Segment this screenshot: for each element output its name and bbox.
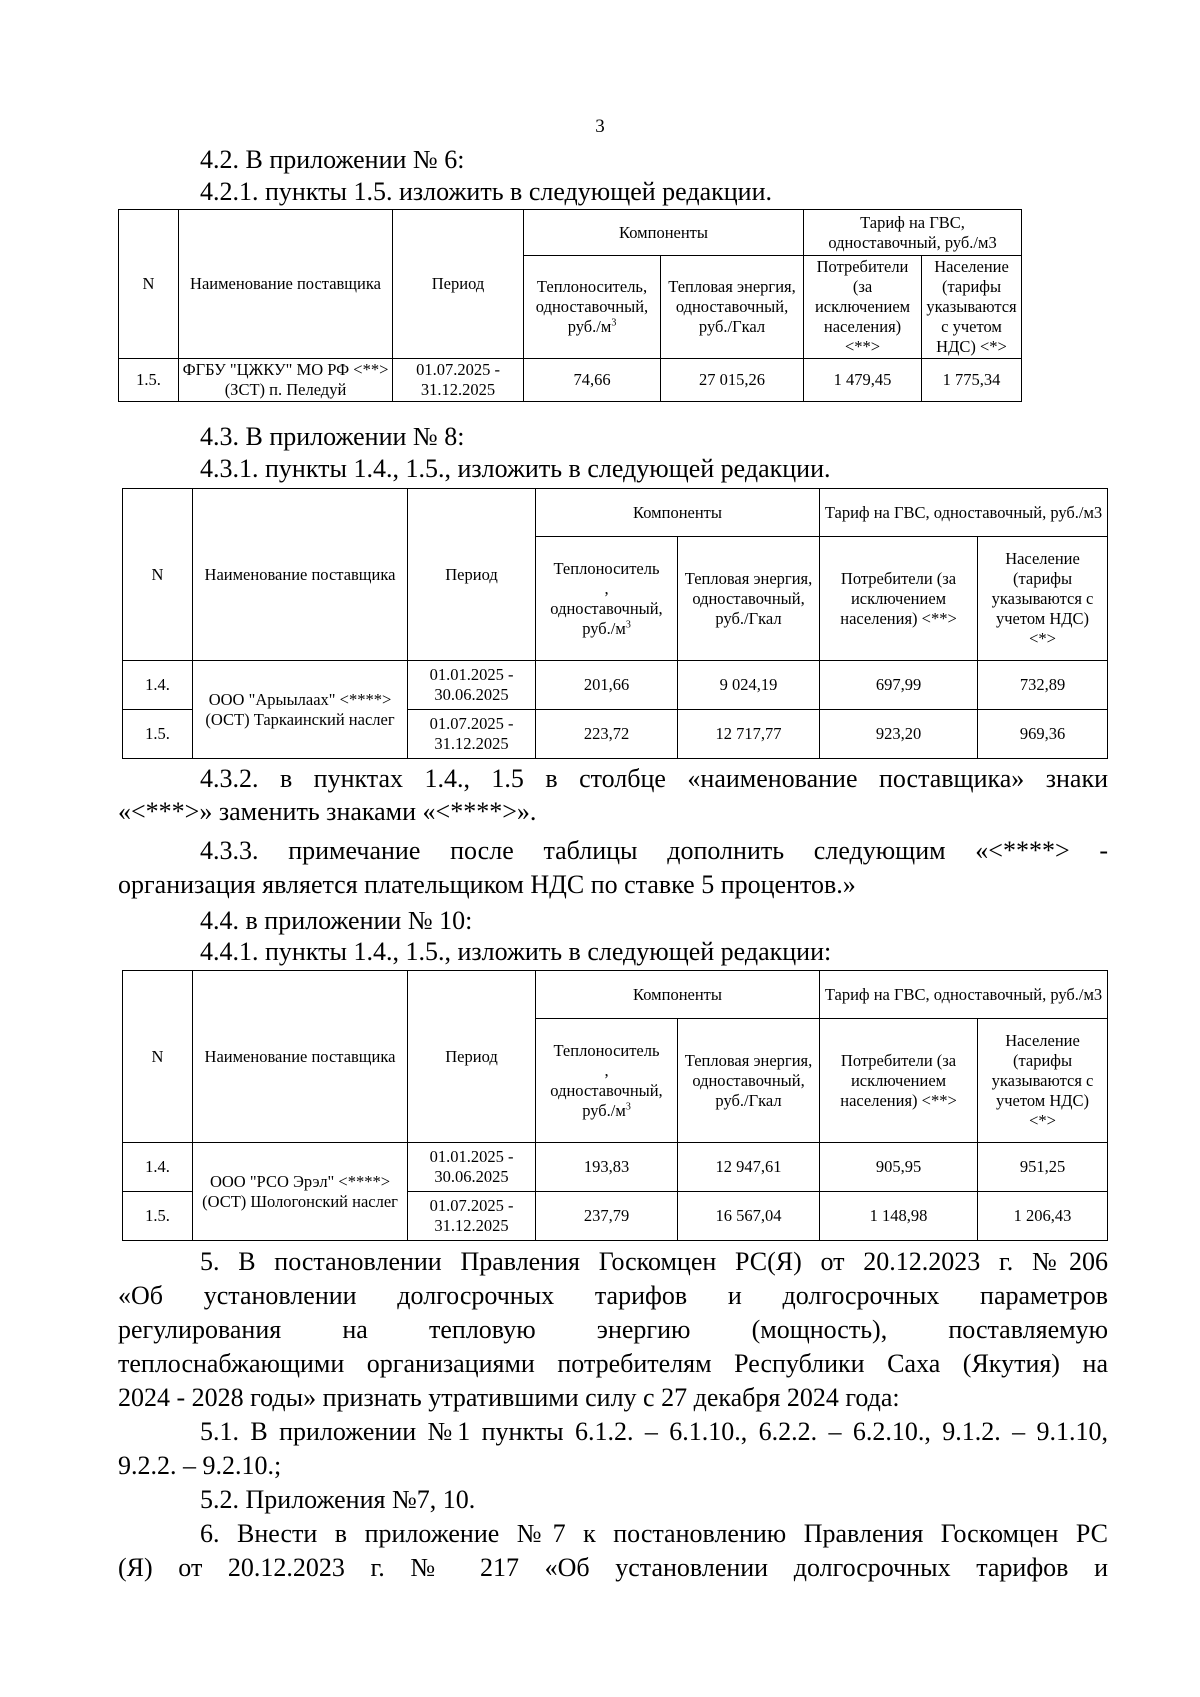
section-5-1-line2: 9.2.2. – 9.2.10.; [118,1451,282,1480]
p-4-3-3-line1: 4.3.3. примечание после таблицы дополнить следующим «<****> - [200,836,1108,865]
header-tariff: Тариф на ГВС, одноставочный, руб./м3 [820,971,1108,1019]
section-5-line2: «Об установлении долгосрочных тарифов и долгосрочных параметров [118,1281,1108,1310]
header-n: N [123,971,193,1143]
header-population: Население (тарифы указываются с учетом НДС) <*> [978,537,1108,661]
section-4-2-1: 4.2.1. пункты 1.5. изложить в следующей редакции. [200,177,773,206]
header-period: Период [408,971,536,1143]
header-population: Население (тарифы указываются с учетом НДС) <*> [978,1019,1108,1143]
section-4-4-1: 4.4.1. пункты 1.4., 1.5., изложить в следующей редакции: [200,937,832,966]
page-number: 3 [595,116,605,137]
header-components: Компоненты [524,210,804,256]
header-consumers: Потребители (за исключением населения) <**> [820,1019,978,1143]
section-5-line3: регулирования на тепловую энергию (мощность), поставляемую [118,1315,1108,1344]
header-heat-carrier: Теплоноситель , одноставочный, $руб./м^3$ [536,537,678,661]
section-4-2-heading: 4.2. В приложении № 6: [200,145,465,174]
supplier-cell: ООО "Арыылаах" <****> (ОСТ) Таркаинский наслег [193,661,408,759]
header-components: Компоненты [536,971,820,1019]
header-consumers: Потребители (за исключением населения) <**> [804,256,922,359]
header-heat-carrier: Теплоноситель , одноставочный, $руб./м^3$ [536,1019,678,1143]
table-appendix-10 [122,970,1108,1241]
section-5-line1: 5. В постановлении Правления Госкомцен РС(Я) от 20.12.2023 г. №206 [200,1247,1108,1276]
section-5-1-line1: 5.1. В приложении №1 пункты 6.1.2. – 6.1.10., 6.2.2. – 6.2.10., 9.1.2. – 9.1.10, [200,1417,1108,1446]
header-heat-energy: Тепловая энергия, одноставочный, руб./Гкал [678,1019,820,1143]
section-4-3-heading: 4.3. В приложении № 8: [200,422,465,451]
header-components: Компоненты [536,489,820,537]
table-row: 1.5. 01.07.2025 - 31.12.2025 237,79 16 567,04 1 148,98 1 206,43 [123,1192,1108,1241]
section-5-2: 5.2. Приложения №7, 10. [200,1485,476,1514]
supplier-cell: ООО "РСО Эрэл" <****> (ОСТ) Шологонский наслег [193,1143,408,1241]
header-heat-carrier: Теплоноситель, одноставочный, $руб./м^3$ [524,256,661,359]
table-row: 1.5. ФГБУ "ЦЖКУ" МО РФ <**> (ЗСТ) п. Пеледуй 01.07.2025 - 31.12.2025 74,66 27 015,26 1 479,45 1 775,34 [119,359,1022,402]
p-4-3-2-line2: «<***>» заменить знаками «<****>». [118,797,537,826]
section-6-line2: (Я) от 20.12.2023 г. № 217 «Об установлении долгосрочных тарифов и [118,1553,1108,1582]
table-appendix-8 [122,488,1108,759]
header-heat-energy: Тепловая энергия, одноставочный, руб./Гкал [661,256,804,359]
header-supplier: Наименование поставщика [179,210,393,359]
p-4-3-2-line1: 4.3.2. в пунктах 1.4., 1.5 в столбце «наименование поставщика» знаки [200,764,1108,793]
section-4-4-heading: 4.4. в приложении № 10: [200,906,473,935]
table-appendix-6 [118,209,1022,402]
header-period: Период [408,489,536,661]
section-5-line4: теплоснабжающими организациями потребителям Республики Саха (Якутия) на [118,1349,1108,1378]
table-row: 1.4. ООО "РСО Эрэл" <****> (ОСТ) Шологонский наслег 01.01.2025 - 30.06.2025 193,83 12 947,61 905,95 951,25 [123,1143,1108,1192]
header-tariff: Тариф на ГВС, одноставочный, руб./м3 [820,489,1108,537]
header-period: Период [393,210,524,359]
header-supplier: Наименование поставщика [193,489,408,661]
header-tariff: Тариф на ГВС, одноставочный, руб./м3 [804,210,1022,256]
table-row: 1.4. ООО "Арыылаах" <****> (ОСТ) Таркаинский наслег 01.01.2025 - 30.06.2025 201,66 9 024,19 697,99 732,89 [123,661,1108,710]
p-4-3-3-line2: организация является плательщиком НДС по ставке 5 процентов.» [118,870,856,899]
section-5-line5: 2024 - 2028 годы» признать утратившими силу с 27 декабря 2024 года: [118,1383,900,1412]
header-n: N [119,210,179,359]
header-heat-energy: Тепловая энергия, одноставочный, руб./Гкал [678,537,820,661]
section-4-3-1: 4.3.1. пункты 1.4., 1.5., изложить в следующей редакции. [200,454,831,483]
header-consumers: Потребители (за исключением населения) <**> [820,537,978,661]
table-row: 1.5. 01.07.2025 - 31.12.2025 223,72 12 717,77 923,20 969,36 [123,710,1108,759]
section-6-line1: 6. Внести в приложение №7 к постановлению Правления Госкомцен РС [200,1519,1108,1548]
header-n: N [123,489,193,661]
header-population: Население (тарифы указываются с учетом НДС) <*> [922,256,1022,359]
header-supplier: Наименование поставщика [193,971,408,1143]
